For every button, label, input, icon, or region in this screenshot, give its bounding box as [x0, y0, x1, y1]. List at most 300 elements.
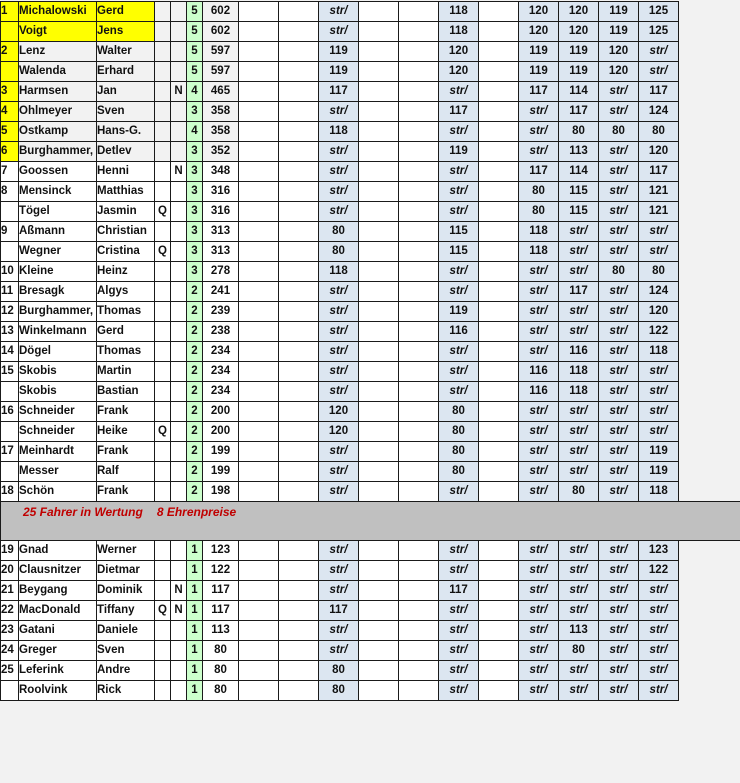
score-cell: str/ [599, 621, 639, 641]
table-row [1, 162, 740, 182]
score-cell: str/ [559, 462, 599, 482]
empty-cell [479, 402, 519, 422]
empty-cell [279, 182, 319, 202]
count-cell: 1 [187, 541, 203, 561]
score-cell: str/ [319, 162, 359, 182]
table-row [1, 382, 740, 402]
score-cell: str/ [559, 661, 599, 681]
score-cell: str/ [519, 462, 559, 482]
last-name-cell: Leferink [19, 661, 97, 681]
score-cell: str/ [519, 681, 559, 701]
last-name-cell: Meinhardt [19, 442, 97, 462]
score-cell: 117 [519, 162, 559, 182]
empty-cell [479, 382, 519, 402]
score-cell: 119 [319, 62, 359, 82]
score-cell: 80 [599, 122, 639, 142]
score-cell [359, 162, 399, 182]
first-name-cell: Jan [97, 82, 155, 102]
empty-cell [239, 382, 279, 402]
empty-cell [479, 342, 519, 362]
flag-q-cell [155, 342, 171, 362]
first-name-cell: Dietmar [97, 561, 155, 581]
flag-n-cell [171, 342, 187, 362]
empty-cell [479, 462, 519, 482]
score-cell: 118 [559, 362, 599, 382]
first-name-cell: Dominik [97, 581, 155, 601]
score-cell: str/ [559, 442, 599, 462]
points-cell: 80 [203, 641, 239, 661]
score-cell: str/ [319, 442, 359, 462]
points-cell: 239 [203, 302, 239, 322]
score-cell: str/ [559, 541, 599, 561]
first-name-cell: Sven [97, 102, 155, 122]
score-cell: str/ [559, 581, 599, 601]
place-cell: 16 [1, 402, 19, 422]
flag-q-cell [155, 282, 171, 302]
points-cell: 241 [203, 282, 239, 302]
score-cell: str/ [519, 302, 559, 322]
score-cell: 120 [639, 302, 679, 322]
score-cell: 117 [639, 82, 679, 102]
score-cell: 117 [639, 162, 679, 182]
count-cell: 1 [187, 561, 203, 581]
score-cell: 117 [559, 102, 599, 122]
score-cell: str/ [319, 302, 359, 322]
score-cell: 124 [639, 102, 679, 122]
empty-cell [479, 362, 519, 382]
score-cell: 80 [439, 422, 479, 442]
flag-q-cell [155, 262, 171, 282]
flag-n-cell: N [171, 601, 187, 621]
last-name-cell: Tögel [19, 202, 97, 222]
score-cell: 120 [319, 402, 359, 422]
score-cell: str/ [639, 661, 679, 681]
place-cell: 12 [1, 302, 19, 322]
empty-cell [399, 681, 439, 701]
score-cell: str/ [639, 621, 679, 641]
score-cell: str/ [519, 262, 559, 282]
score-cell [359, 202, 399, 222]
empty-cell [399, 322, 439, 342]
table-row [1, 442, 740, 462]
empty-cell [239, 62, 279, 82]
flag-q-cell: Q [155, 242, 171, 262]
score-cell: 116 [519, 362, 559, 382]
empty-cell [479, 102, 519, 122]
score-cell: str/ [439, 362, 479, 382]
score-cell [359, 641, 399, 661]
empty-cell [239, 541, 279, 561]
score-cell: str/ [519, 541, 559, 561]
score-cell: str/ [319, 641, 359, 661]
score-cell [359, 601, 399, 621]
empty-cell [479, 581, 519, 601]
first-name-cell: Frank [97, 402, 155, 422]
count-cell: 3 [187, 102, 203, 122]
empty-cell [279, 482, 319, 502]
score-cell: str/ [599, 442, 639, 462]
score-cell: 118 [519, 242, 559, 262]
score-cell: 121 [639, 182, 679, 202]
empty-cell [239, 322, 279, 342]
flag-n-cell [171, 482, 187, 502]
empty-cell [239, 402, 279, 422]
score-cell: 122 [639, 322, 679, 342]
place-cell [1, 242, 19, 262]
table-row [1, 621, 740, 641]
first-name-cell: Andre [97, 661, 155, 681]
score-cell: str/ [439, 641, 479, 661]
last-name-cell: Goossen [19, 162, 97, 182]
score-cell: 120 [519, 2, 559, 22]
points-cell: 358 [203, 102, 239, 122]
score-cell [359, 442, 399, 462]
count-cell: 4 [187, 122, 203, 142]
empty-cell [399, 601, 439, 621]
score-cell: str/ [319, 202, 359, 222]
empty-cell [279, 641, 319, 661]
first-name-cell: Cristina [97, 242, 155, 262]
flag-q-cell [155, 581, 171, 601]
table-row [1, 102, 740, 122]
empty-cell [479, 621, 519, 641]
empty-cell [239, 262, 279, 282]
score-cell: str/ [599, 541, 639, 561]
count-cell: 2 [187, 462, 203, 482]
first-name-cell: Hans-G. [97, 122, 155, 142]
count-cell: 1 [187, 681, 203, 701]
flag-q-cell [155, 222, 171, 242]
score-cell [359, 362, 399, 382]
points-cell: 602 [203, 2, 239, 22]
score-cell: 119 [559, 62, 599, 82]
points-cell: 238 [203, 322, 239, 342]
place-cell: 17 [1, 442, 19, 462]
score-cell: 118 [319, 122, 359, 142]
last-name-cell: Burghammer, [19, 302, 97, 322]
empty-cell [399, 222, 439, 242]
score-cell: str/ [519, 641, 559, 661]
score-cell: str/ [519, 142, 559, 162]
place-cell: 10 [1, 262, 19, 282]
score-cell: str/ [319, 2, 359, 22]
place-cell: 7 [1, 162, 19, 182]
score-cell: 117 [559, 282, 599, 302]
empty-cell [479, 82, 519, 102]
empty-cell [279, 202, 319, 222]
score-cell: str/ [439, 282, 479, 302]
empty-cell [239, 282, 279, 302]
table-row [1, 541, 740, 561]
first-name-cell: Christian [97, 222, 155, 242]
empty-cell [239, 661, 279, 681]
flag-q-cell [155, 462, 171, 482]
empty-cell [279, 42, 319, 62]
score-cell: str/ [519, 422, 559, 442]
empty-cell [239, 342, 279, 362]
count-cell: 2 [187, 422, 203, 442]
score-cell: 121 [639, 202, 679, 222]
empty-cell [479, 561, 519, 581]
score-cell: 119 [559, 42, 599, 62]
flag-n-cell [171, 362, 187, 382]
flag-q-cell [155, 561, 171, 581]
score-cell: str/ [439, 541, 479, 561]
first-name-cell: Sven [97, 641, 155, 661]
table-row [1, 62, 740, 82]
empty-cell [399, 482, 439, 502]
empty-cell [399, 621, 439, 641]
flag-n-cell [171, 541, 187, 561]
last-name-cell: Mensinck [19, 182, 97, 202]
count-cell: 2 [187, 342, 203, 362]
empty-cell [479, 641, 519, 661]
separator-row [1, 502, 740, 541]
first-name-cell: Ralf [97, 462, 155, 482]
table-row [1, 2, 740, 22]
score-cell: 119 [319, 42, 359, 62]
empty-cell [279, 82, 319, 102]
points-cell: 113 [203, 621, 239, 641]
score-cell: str/ [599, 242, 639, 262]
count-cell: 2 [187, 442, 203, 462]
flag-q-cell: Q [155, 202, 171, 222]
empty-cell [279, 62, 319, 82]
flag-q-cell [155, 482, 171, 502]
empty-cell [399, 102, 439, 122]
score-cell: 118 [559, 382, 599, 402]
last-name-cell: Roolvink [19, 681, 97, 701]
score-cell: str/ [439, 182, 479, 202]
empty-cell [279, 442, 319, 462]
last-name-cell: Ostkamp [19, 122, 97, 142]
flag-q-cell [155, 102, 171, 122]
count-cell: 2 [187, 322, 203, 342]
last-name-cell: Walenda [19, 62, 97, 82]
flag-n-cell [171, 422, 187, 442]
score-cell: 80 [319, 222, 359, 242]
score-cell: str/ [319, 102, 359, 122]
count-cell: 3 [187, 242, 203, 262]
score-cell [359, 342, 399, 362]
empty-cell [239, 222, 279, 242]
first-name-cell: Jens [97, 22, 155, 42]
score-cell: str/ [559, 302, 599, 322]
empty-cell [399, 122, 439, 142]
points-cell: 313 [203, 222, 239, 242]
flag-n-cell [171, 282, 187, 302]
empty-cell [479, 222, 519, 242]
table-row [1, 22, 740, 42]
empty-cell [279, 142, 319, 162]
table-row [1, 262, 740, 282]
empty-cell [239, 102, 279, 122]
flag-n-cell: N [171, 162, 187, 182]
score-cell: str/ [639, 681, 679, 701]
empty-cell [279, 561, 319, 581]
empty-cell [479, 2, 519, 22]
score-cell: str/ [319, 282, 359, 302]
score-cell: str/ [639, 42, 679, 62]
score-cell [359, 182, 399, 202]
separator-section [1, 502, 740, 541]
count-cell: 2 [187, 402, 203, 422]
score-cell [359, 242, 399, 262]
count-cell: 5 [187, 2, 203, 22]
place-cell: 24 [1, 641, 19, 661]
count-cell: 1 [187, 581, 203, 601]
score-cell: 118 [319, 262, 359, 282]
score-cell [359, 561, 399, 581]
count-cell: 5 [187, 22, 203, 42]
score-cell: 115 [439, 222, 479, 242]
score-cell: str/ [599, 342, 639, 362]
empty-cell [239, 202, 279, 222]
score-cell: str/ [599, 282, 639, 302]
empty-cell [279, 581, 319, 601]
score-cell: str/ [439, 82, 479, 102]
score-cell: str/ [319, 22, 359, 42]
score-cell: 114 [559, 82, 599, 102]
flag-n-cell [171, 102, 187, 122]
count-cell: 5 [187, 42, 203, 62]
flag-q-cell: Q [155, 422, 171, 442]
empty-cell [399, 362, 439, 382]
place-cell [1, 462, 19, 482]
empty-cell [279, 342, 319, 362]
place-cell: 19 [1, 541, 19, 561]
empty-cell [279, 102, 319, 122]
place-cell: 13 [1, 322, 19, 342]
points-cell: 602 [203, 22, 239, 42]
flag-n-cell [171, 122, 187, 142]
empty-cell [279, 661, 319, 681]
empty-cell [239, 42, 279, 62]
empty-cell [399, 202, 439, 222]
score-cell: str/ [319, 362, 359, 382]
score-cell [359, 422, 399, 442]
score-cell: str/ [599, 102, 639, 122]
table-row [1, 282, 740, 302]
first-name-cell: Algys [97, 282, 155, 302]
score-cell: 120 [559, 2, 599, 22]
place-cell [1, 202, 19, 222]
score-cell [359, 222, 399, 242]
empty-cell [279, 242, 319, 262]
points-cell: 234 [203, 382, 239, 402]
score-cell [359, 82, 399, 102]
flag-n-cell: N [171, 581, 187, 601]
flag-q-cell [155, 142, 171, 162]
score-cell: str/ [519, 561, 559, 581]
table-row [1, 222, 740, 242]
empty-cell [239, 641, 279, 661]
first-name-cell: Werner [97, 541, 155, 561]
score-cell [359, 322, 399, 342]
first-name-cell: Frank [97, 442, 155, 462]
score-cell [359, 2, 399, 22]
flag-n-cell: N [171, 82, 187, 102]
flag-n-cell [171, 402, 187, 422]
score-cell: str/ [599, 581, 639, 601]
score-cell: 80 [639, 122, 679, 142]
score-cell: str/ [599, 182, 639, 202]
first-name-cell: Frank [97, 482, 155, 502]
table-row [1, 601, 740, 621]
empty-cell [479, 541, 519, 561]
empty-cell [279, 2, 319, 22]
empty-cell [399, 62, 439, 82]
flag-q-cell [155, 2, 171, 22]
empty-cell [399, 661, 439, 681]
empty-cell [239, 242, 279, 262]
score-cell: 80 [439, 402, 479, 422]
points-cell: 199 [203, 442, 239, 462]
first-name-cell: Walter [97, 42, 155, 62]
count-cell: 3 [187, 202, 203, 222]
table-row [1, 82, 740, 102]
score-cell [359, 482, 399, 502]
points-cell: 80 [203, 661, 239, 681]
empty-cell [239, 302, 279, 322]
score-cell: 115 [559, 202, 599, 222]
count-cell: 1 [187, 661, 203, 681]
last-name-cell: Kleine [19, 262, 97, 282]
count-cell: 2 [187, 302, 203, 322]
score-cell [359, 581, 399, 601]
score-cell: 120 [599, 62, 639, 82]
place-cell: 21 [1, 581, 19, 601]
points-cell: 358 [203, 122, 239, 142]
score-cell: str/ [519, 342, 559, 362]
empty-cell [279, 282, 319, 302]
score-cell: str/ [639, 601, 679, 621]
score-cell: 80 [559, 641, 599, 661]
first-name-cell: Erhard [97, 62, 155, 82]
empty-cell [279, 262, 319, 282]
score-cell: str/ [519, 621, 559, 641]
score-cell: str/ [599, 82, 639, 102]
empty-cell [399, 2, 439, 22]
last-name-cell: Michalowski [19, 2, 97, 22]
score-cell: 117 [319, 82, 359, 102]
points-cell: 234 [203, 342, 239, 362]
count-cell: 1 [187, 601, 203, 621]
place-cell: 8 [1, 182, 19, 202]
flag-q-cell [155, 402, 171, 422]
count-cell: 3 [187, 142, 203, 162]
last-name-cell: Schneider [19, 422, 97, 442]
last-name-cell: Dögel [19, 342, 97, 362]
last-name-cell: MacDonald [19, 601, 97, 621]
score-cell: 80 [639, 262, 679, 282]
score-cell: str/ [599, 382, 639, 402]
score-cell: str/ [519, 601, 559, 621]
place-cell: 4 [1, 102, 19, 122]
empty-cell [399, 142, 439, 162]
count-cell: 1 [187, 621, 203, 641]
empty-cell [279, 22, 319, 42]
empty-cell [399, 162, 439, 182]
score-cell: 119 [439, 142, 479, 162]
flag-n-cell [171, 202, 187, 222]
score-cell: 117 [439, 581, 479, 601]
flag-n-cell [171, 681, 187, 701]
empty-cell [239, 422, 279, 442]
score-cell [359, 62, 399, 82]
score-cell: str/ [559, 601, 599, 621]
score-cell [359, 681, 399, 701]
